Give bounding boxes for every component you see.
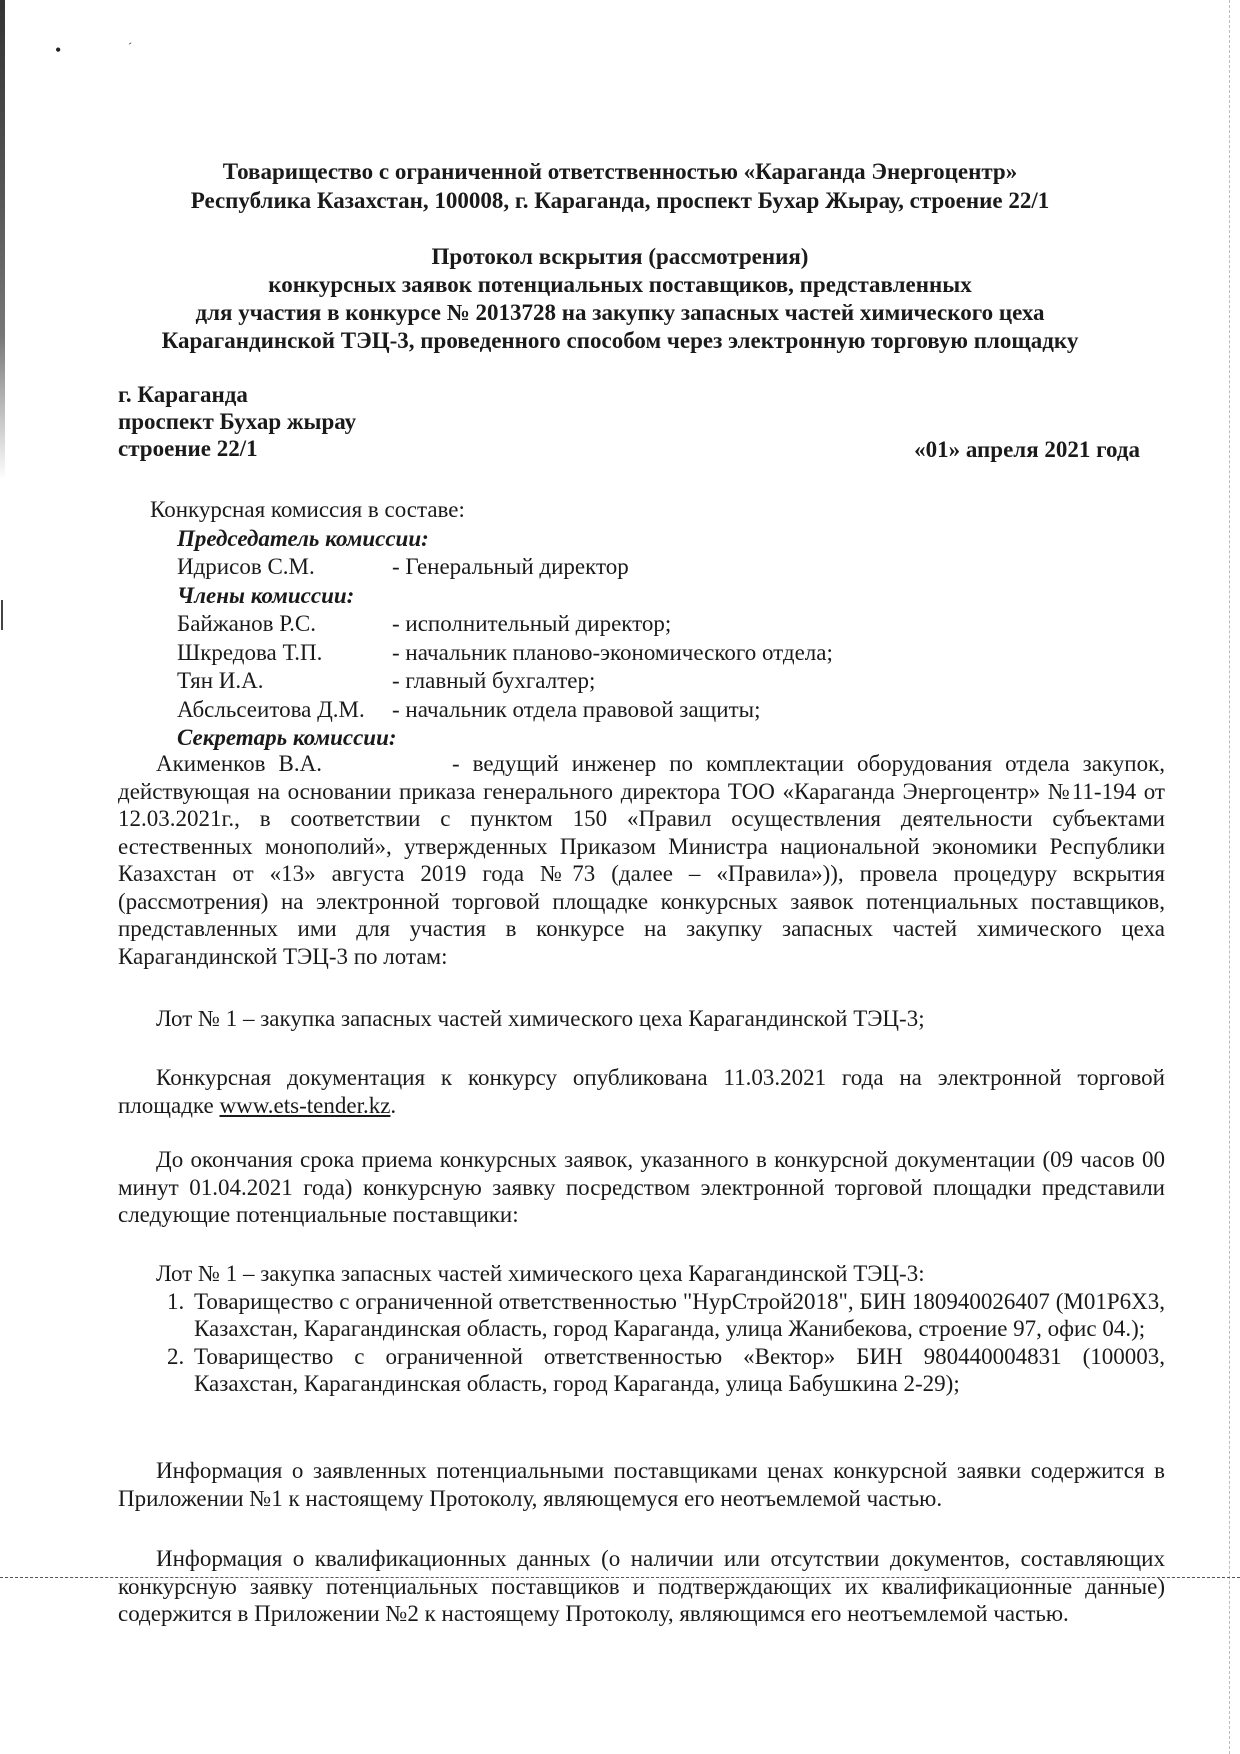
member-role: - главный бухгалтер; — [392, 668, 596, 693]
deadline-paragraph: До окончания срока приема конкурсных заявок, указанного в конкурсной документации (09 часов 00 минут 01.04.2021 года) конкурсную заявку посредством электронной торговой площадки представили следующие потенциальные поставщики: — [118, 1147, 1165, 1227]
secretary-paragraph: Акименков В.А. - ведущий инженер по комплектации оборудования отдела закупок, действующая на основании приказа генерального директора ТОО «Караганда Энергоцентр» №11-194 от 12.03.2021г., в соответствии с пунктом 150 «Правил осуществления деятельности субъектами естественных монополий», утвержденных Приказом Министра национальной экономики Республики Казахстан от «13» августа 2019 года №73 (далее – «Правила»)), провела процедуру вскрытия (рассмотрения) на электронной торговой площадке конкурсных заявок потенциальных поставщиков, представленных ими для участия в конкурсе на закупку запасных частей химического цеха Карагандинской ТЭЦ-3 по лотам: — [118, 751, 1171, 969]
published-end: . — [390, 1092, 397, 1118]
member-role: - начальник отдела правовой защиты; — [392, 696, 761, 722]
member-role: - исполнительный директор; — [392, 611, 672, 636]
commission-member-row — [150, 639, 833, 668]
document-title: Протокол вскрытия (рассмотрения) — [431, 244, 809, 269]
place-street: проспект Бухар жырау — [118, 409, 357, 434]
commission-intro: Конкурсная комиссия в составе: — [150, 497, 465, 522]
commission-member-row — [150, 696, 833, 725]
member-name: Байжанов Р.С. — [177, 611, 316, 636]
commission-list — [150, 496, 833, 753]
chair-header: Председатель комиссии: — [177, 525, 429, 551]
member-name: Тян И.А. — [177, 668, 264, 693]
commission-member-row — [150, 610, 833, 639]
document-place — [118, 381, 356, 462]
document-date: «01» апреля 2021 года — [914, 437, 1140, 462]
lot-line: Лот № 1 – закупка запасных частей химического цеха Карагандинской ТЭЦ-3; — [156, 1006, 925, 1031]
members-header: Члены комиссии: — [177, 582, 355, 608]
member-name: Идрисов С.М. — [177, 554, 315, 579]
scan-speck: • — [55, 40, 62, 60]
lot-heading: Лот № 1 – закупка запасных частей химического цеха Карагандинской ТЭЦ-3: — [156, 1261, 925, 1286]
member-role: - Генеральный директор — [392, 554, 629, 579]
document-subtitle-line: для участия в конкурсе № 2013728 на закупку запасных частей химического цеха — [195, 300, 1045, 325]
member-role: - начальник планово-экономического отдела; — [392, 639, 833, 665]
published-text: Конкурсная документация к конкурсу опубликована 11.03.2021 года на электронной торговой площадке — [118, 1065, 1165, 1118]
document-subtitle-line: Карагандинской ТЭЦ-3, проведенного способом через электронную торговую площадку — [161, 328, 1079, 353]
member-name: Абсльсеитова Д.М. — [177, 696, 365, 722]
published-paragraph — [118, 1064, 1165, 1119]
tender-site-link[interactable]: www.ets-tender.kz — [219, 1092, 391, 1118]
org-address: Республика Казахстан, 100008, г. Караганда, проспект Бухар Жырау, строение 22/1 — [190, 188, 1050, 213]
commission-member-row — [150, 667, 833, 696]
bidder-item: 1. Товарищество с ограниченной ответственностью "НурСтрой2018", БИН 180940026407 (M01P6X3, Казахстан, Карагандинская область, город Караганда, улица Жанибекова, строение 97, офис 04.); — [190, 1288, 1165, 1343]
scan-speck: ˊ — [128, 40, 132, 54]
bidder-item: 2. Товарищество с ограниченной ответственностью «Вектор» БИН 980440004831 (100003, Казахстан, Карагандинская область, город Караганда, улица Бабушкина 2-29); — [190, 1343, 1165, 1398]
document-subtitle-line: конкурсных заявок потенциальных поставщиков, представленных — [268, 272, 972, 297]
prices-paragraph: Информация о заявленных потенциальными поставщиками ценах конкурсной заявки содержится в Приложении №1 к настоящему Протоколу, являющемуся его неотъемлемой частью. — [118, 1458, 1165, 1511]
qualification-paragraph: Информация о квалификационных данных (о наличии или отсутствии документов, составляющих конкурсную заявку потенциальных поставщиков и подтверждающих их квалификационные данные) содержится в Приложении №2 к настоящему Протоколу, являющимся его неотъемлемой частью. — [118, 1546, 1165, 1626]
place-city: г. Караганда — [118, 382, 248, 407]
org-name: Товарищество с ограниченной ответственностью «Караганда Энергоцентр» — [222, 159, 1018, 184]
commission-member-row — [150, 553, 833, 582]
bidders-section — [118, 1260, 1165, 1398]
bidders-list — [118, 1288, 1165, 1398]
member-name: Шкредова Т.П. — [177, 639, 323, 665]
place-building: строение 22/1 — [118, 436, 258, 461]
secretary-header: Секретарь комиссии: — [177, 725, 397, 750]
